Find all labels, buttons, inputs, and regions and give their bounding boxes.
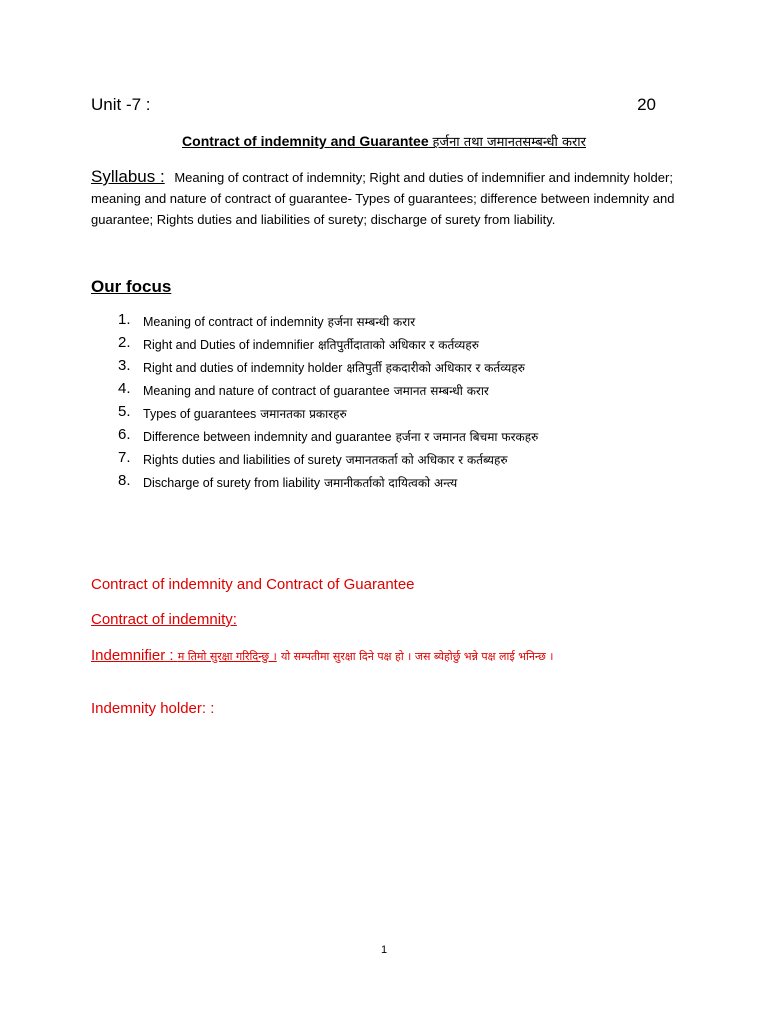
focus-item [118, 451, 538, 474]
syllabus-text: Meaning of contract of indemnity; Right and duties of indemnifier and indemnity holder; meaning and nature of contract of guarantee- Types of guarantees; difference between indemnity and guarantee; Rights duties and liabilities of surety; discharge of surety from liability. [91, 170, 675, 227]
focus-item [118, 382, 538, 405]
focus-item [118, 359, 538, 382]
indemnifier-explanation: यो सम्पतीमा सुरक्षा दिने पक्ष हो । जस ब्येहोर्छु भन्ने पक्ष लाई भनिन्छ । [280, 650, 554, 663]
focus-list [118, 313, 538, 497]
item-text-en: Discharge of surety from liability [143, 476, 321, 490]
item-text-np: क्षतिपुर्तीदाताको अधिकार र कर्तव्यहरु [317, 338, 479, 352]
section-subheading: Contract of indemnity: [91, 611, 237, 628]
item-number: 8. [118, 472, 131, 489]
item-number: 4. [118, 380, 131, 397]
item-text-np: हर्जना र जमानत बिचमा फरकहरु [395, 430, 539, 444]
indemnifier-definition [91, 646, 691, 667]
syllabus-label: Syllabus : [91, 167, 165, 186]
item-text-en: Meaning and nature of contract of guarantee [143, 384, 390, 398]
item-text-np: जमानीकर्ताको दायित्वको अन्त्य [324, 476, 458, 490]
focus-item [118, 313, 538, 336]
item-text-en: Types of guarantees [143, 407, 257, 421]
unit-label: Unit -7 : [91, 95, 151, 114]
item-text-np: जमानतका प्रकारहरु [260, 407, 347, 421]
title-nepali: हर्जना तथा जमानतसम्बन्धी करार [432, 135, 586, 150]
indemnifier-quote: म तिमो सुरक्षा गरिदिन्छु । [177, 650, 277, 663]
unit-marks: 20 [637, 95, 656, 114]
document-title [0, 132, 768, 150]
item-text-en: Right and duties of indemnity holder [143, 361, 343, 375]
page-number: 1 [380, 944, 388, 956]
focus-heading: Our focus [91, 277, 172, 296]
syllabus-paragraph [91, 166, 681, 230]
item-text-np: क्षतिपुर्ती हकदारीको अधिकार र कर्तव्यहरु [346, 361, 525, 375]
unit-header [91, 95, 656, 119]
indemnifier-label: Indemnifier : [91, 647, 174, 664]
item-number: 6. [118, 426, 131, 443]
item-text-np: जमानत सम्बन्धी करार [393, 384, 489, 398]
section-heading: Contract of indemnity and Contract of Guarantee [91, 576, 415, 593]
item-number: 7. [118, 449, 131, 466]
item-text-en: Meaning of contract of indemnity [143, 315, 324, 329]
item-number: 3. [118, 357, 131, 374]
item-number: 2. [118, 334, 131, 351]
focus-item [118, 336, 538, 359]
focus-item [118, 428, 538, 451]
item-text-en: Rights duties and liabilities of surety [143, 453, 342, 467]
focus-item [118, 405, 538, 428]
item-number: 1. [118, 311, 131, 328]
item-text-np: जमानतकर्ता को अधिकार र कर्तब्यहरु [345, 453, 508, 467]
title-english: Contract of indemnity and Guarantee [182, 133, 429, 149]
item-text-np: हर्जना सम्बन्धी करार [327, 315, 416, 329]
item-text-en: Difference between indemnity and guarantee [143, 430, 392, 444]
focus-item [118, 474, 538, 497]
indemnity-holder-label: Indemnity holder: : [91, 700, 215, 717]
item-number: 5. [118, 403, 131, 420]
item-text-en: Right and Duties of indemnifier [143, 338, 314, 352]
